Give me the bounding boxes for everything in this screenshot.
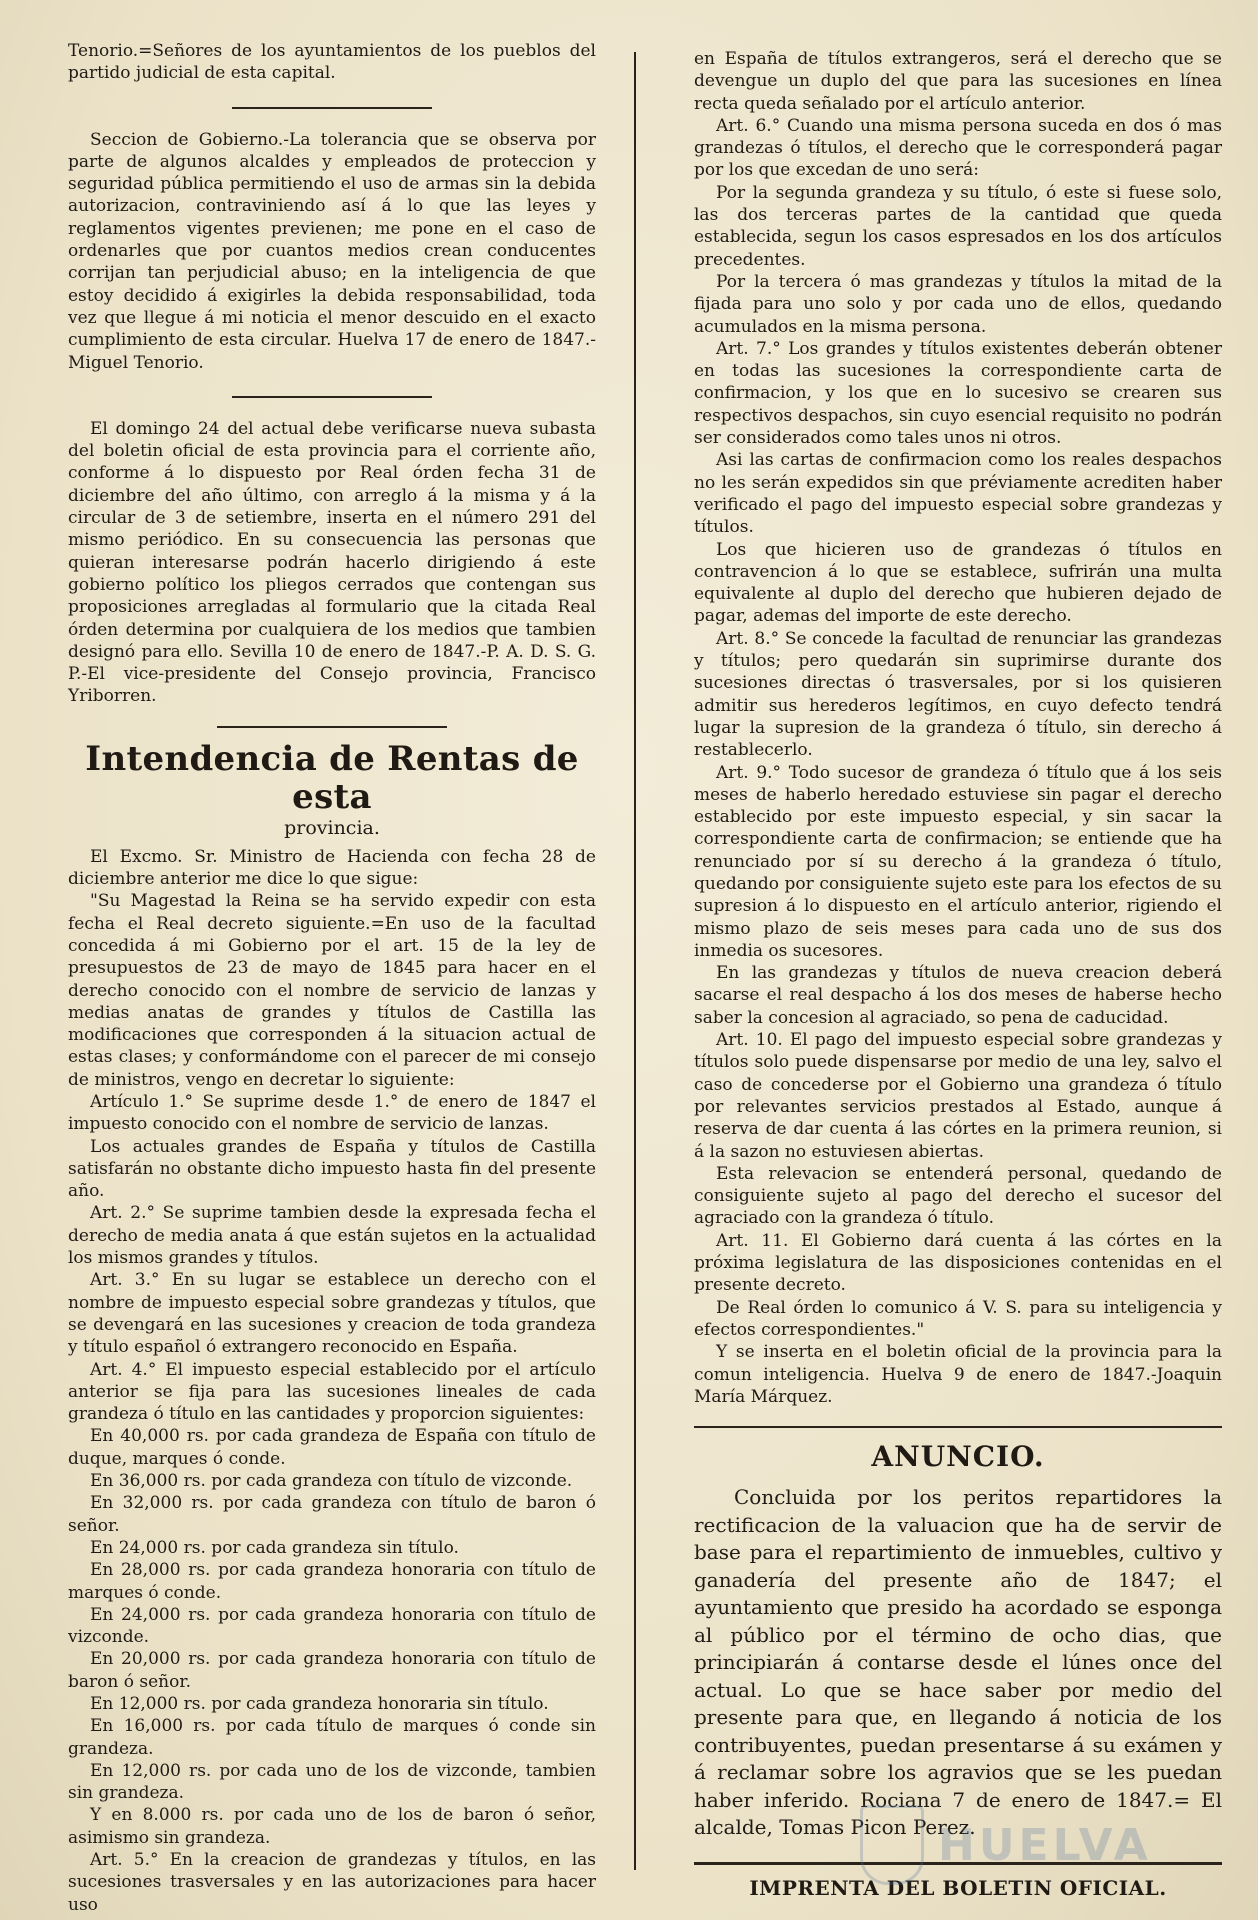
tariff-item: En 12,000 rs. por cada uno de los de vizconde, tambien sin grandeza. <box>68 1760 596 1804</box>
article-10-relevacion: Esta relevacion se entenderá personal, quedando de consiguiente sujeto al pago del derecho el sucesor del agraciado con la grandeza ó título. <box>694 1163 1222 1229</box>
article-7: Art. 7.° Los grandes y títulos existentes deberán obtener en todas las sucesiones la correspondiente carta de confirmacion, y los que en lo sucesivo se crearen sus respectivos despachos, sin cuyo esencial requisito no podrán ser considerados como tales unos ni otros. <box>694 338 1222 449</box>
tariff-item: En 16,000 rs. por cada título de marques ó conde sin grandeza. <box>68 1716 596 1759</box>
divider <box>217 726 447 728</box>
article-6-second: Por la segunda grandeza y su título, ó este si fuese solo, las dos terceras partes de la cantidad que queda establecida, segun los casos espresados en los dos artículos precedentes. <box>694 182 1222 270</box>
article-1-note: Los actuales grandes de España y títulos de Castilla satisfarán no obstante dicho impuesto hasta fin del presente año. <box>68 1136 596 1202</box>
left-column <box>68 40 596 1916</box>
divider <box>232 107 432 109</box>
notice-tenorio-header: Tenorio.=Señores de los ayuntamientos de los pueblos del partido judicial de esta capital. <box>68 41 596 84</box>
tariff-list <box>68 1425 596 1849</box>
article-9: Art. 9.° Todo sucesor de grandeza ó título que á los seis meses de haberlo heredado estuviese sin pagar el derecho establecido por este impuesto especial, y sin sacar la correspondiente carta de confirmacion; se entiende que ha renunciado por sí su derecho á la grandeza ó título, quedando por consiguiente sujeto este para los efectos de su supresion á lo dispuesto en el artículo anterior, rigiendo el mismo plazo de seis meses para cada uno de sus dos inmedia os sucesores. <box>694 762 1222 961</box>
article-9-nueva-creacion: En las grandezas y títulos de nueva creacion deberá sacarse el real despacho á los dos meses de haberse hecho saber la concesion al agraciado, so pena de caducidad. <box>694 963 1222 1028</box>
decree-preamble: "Su Magestad la Reina se ha servido expedir con esta fecha el Real decreto siguiente.=En uso de la facultad concedida á mi Gobierno por el art. 15 de la ley de presupuestos de 23 de mayo de 1845 para hacer en el derecho conocido con el nombre de servicio de lanzas y medias anatas de grandes y títulos de Castilla las modificaciones que corresponden á la situacion actual de estas clases; y conformándome con el parecer de mi consejo de ministros, vengo en decretar lo siguiente: <box>68 891 596 1090</box>
decree-intro: El Excmo. Sr. Ministro de Hacienda con fecha 28 de diciembre anterior me dice lo que sigue: <box>68 846 596 890</box>
article-6-third: Por la tercera ó mas grandezas y títulos la mitad de la fijada para uno solo y por cada uno de ellos, quedando acumulados en la misma persona. <box>694 271 1222 337</box>
watermark-text: HUELVA <box>938 1819 1152 1871</box>
divider <box>694 1426 1222 1428</box>
article-4: Art. 4.° El impuesto especial establecido por el artículo anterior se fija para las sucesiones lineales de cada grandeza ó título en las cantidades y proporcion siguientes: <box>68 1359 596 1425</box>
article-3: Art. 3.° En su lugar se establece un derecho con el nombre de impuesto especial sobre grandezas y títulos, que se devengará en las sucesiones y creacion de toda grandeza y título español ó extrangero reconocido en España. <box>68 1270 596 1358</box>
column-divider <box>634 52 636 1870</box>
tariff-item: En 28,000 rs. por cada grandeza honoraria con título de marques ó conde. <box>68 1560 596 1603</box>
section-heading-intendencia: Intendencia de Rentas de esta <box>85 738 579 817</box>
article-5-continued: en España de títulos extrangeros, será el derecho que se devengue un duplo del que para las sucesiones en línea recta queda señalado por el artículo anterior. <box>694 49 1222 114</box>
anuncio-heading: ANUNCIO. <box>871 1440 1045 1474</box>
archive-watermark <box>860 1790 1200 1900</box>
insertion-signature: Y se inserta en el boletin oficial de la provincia para la comun inteligencia. Huelva 9 de enero de 1847.-Joaquin María Márquez. <box>694 1342 1222 1407</box>
article-10: Art. 10. El pago del impuesto especial sobre grandezas y títulos solo puede dispensarse por medio de una ley, salvo el caso de concederse por el Gobierno una grandeza ó título por relevantes servicios prestados al Estado, aunque á reserva de dar cuenta á las córtes en la primera reunion, si á la sazon no estuviesen abiertas. <box>694 1030 1222 1162</box>
tariff-item: En 12,000 rs. por cada grandeza honoraria sin título. <box>90 1694 549 1714</box>
article-7-multa: Los que hicieren uso de grandezas ó títulos en contravencion á lo que se establece, sufrirán una multa equivalente al duplo del derecho que hubieren dejado de pagar, ademas del importe de este derecho. <box>694 539 1222 627</box>
royal-order-closing: De Real órden lo comunico á V. S. para su inteligencia y efectos correspondientes." <box>694 1297 1222 1340</box>
tariff-item: En 24,000 rs. por cada grandeza sin título. <box>90 1537 459 1558</box>
tariff-item: En 40,000 rs. por cada grandeza de España con título de duque, marques ó conde. <box>68 1426 596 1469</box>
article-7-cartas: Asi las cartas de confirmacion como los reales despachos no les serán expedidos sin que préviamente acrediten haber verificado el pago del impuesto especial sobre grandezas y títulos. <box>694 450 1222 538</box>
article-1: Artículo 1.° Se suprime desde 1.° de enero de 1847 el impuesto conocido con el nombre de servicio de lanzas. <box>68 1091 596 1135</box>
tariff-item: En 32,000 rs. por cada grandeza con título de baron ó señor. <box>68 1493 596 1536</box>
article-11: Art. 11. El Gobierno dará cuenta á las córtes en la próxima legislatura de las disposiciones contenidas en el presente decreto. <box>694 1230 1222 1296</box>
tariff-item: En 20,000 rs. por cada grandeza honoraria con título de baron ó señor. <box>68 1649 596 1692</box>
printer-imprint: IMPRENTA DEL BOLETIN OFICIAL. <box>749 1875 1167 1900</box>
section-subheading: provincia. <box>284 816 380 839</box>
anuncio-body: Concluida por los peritos repartidores la rectificacion de la valuacion que ha de servir de base para el repartimiento de inmuebles, cultivo y ganadería del presente año de 1847; el ayuntamiento que presido ha acordado se esponga al público por el término de ocho dias, que principiarán á contarse desde el lúnes once del actual. Lo que se hace saber por medio del presente para que, en llegando á noticia de los contribuyentes, puedan presentarse á su exámen y á reclamar sobre los agravios que se les puedan haber inferido. Rociana 7 de enero de 1847.= El alcalde, Tomas Picon Perez. <box>694 1485 1222 1840</box>
tariff-item: En 24,000 rs. por cada grandeza honoraria con título de vizconde. <box>68 1604 596 1648</box>
article-8: Art. 8.° Se concede la facultad de renunciar las grandezas y títulos; pero quedarán sin suprimirse durante dos sucesiones directas ó trasversales, por si los quisieren admitir sus herederos legítimos, en cuyo defecto tendrá lugar la supresion de la grandeza ó título, sin derecho á restablecerlo. <box>694 628 1222 761</box>
article-2: Art. 2.° Se suprime tambien desde la expresada fecha el derecho de media anata á que están sujetos en la actualidad los mismos grandes y títulos. <box>68 1203 596 1269</box>
divider <box>232 396 432 398</box>
right-column <box>694 48 1222 1899</box>
tariff-item: En 36,000 rs. por cada grandeza con título de vizconde. <box>90 1471 573 1492</box>
article-6: Art. 6.° Cuando una misma persona suceda en dos ó mas grandezas ó títulos, el derecho que le corresponderá pagar por los que excedan de uno será: <box>694 115 1222 181</box>
tariff-item: Y en 8.000 rs. por cada uno de los de baron ó señor, asimismo sin grandeza. <box>68 1805 596 1848</box>
notice-seccion-gobierno: Seccion de Gobierno.-La tolerancia que se observa por parte de algunos alcaldes y empleados de proteccion y seguridad pública permitiendo el uso de armas sin la debida autorizacion, contraviniendo así á lo que las leyes y reglamentos vigentes previenen; me pone en el caso de ordenarles que por cuantos medios crean conducentes corrijan tan perjudicial abuso; en la inteligencia de que estoy decidido á exigirles la debida responsabilidad, toda vez que llegue á mi noticia el menor descuido en el exacto cumplimiento de esta circular. Huelva 17 de enero de 1847.-Miguel Tenorio. <box>68 129 596 373</box>
notice-subasta-boletin: El domingo 24 del actual debe verificarse nueva subasta del boletin oficial de esta provincia para el corriente año, conforme á lo dispuesto por Real órden fecha 31 de diciembre del año último, con arreglo á la misma y á la circular de 3 de setiembre, inserta en el número 291 del mismo periódico. En su consecuencia las personas que quieran interesarse podrán hacerlo dirigiendo á este gobierno político los pliegos cerrados que contengan sus proposiciones arregladas al formulario que la citada Real órden determina por cualquiera de los medios que tambien designó para ello. Sevilla 10 de enero de 1847.-P. A. D. S. G. P.-El vice-presidente del Consejo provincia, Francisco Yriborren. <box>68 418 596 707</box>
article-5: Art. 5.° En la creacion de grandezas y títulos, en las sucesiones trasversales y en las autorizaciones para hacer uso <box>68 1850 596 1915</box>
shield-crest-icon <box>860 1805 924 1885</box>
